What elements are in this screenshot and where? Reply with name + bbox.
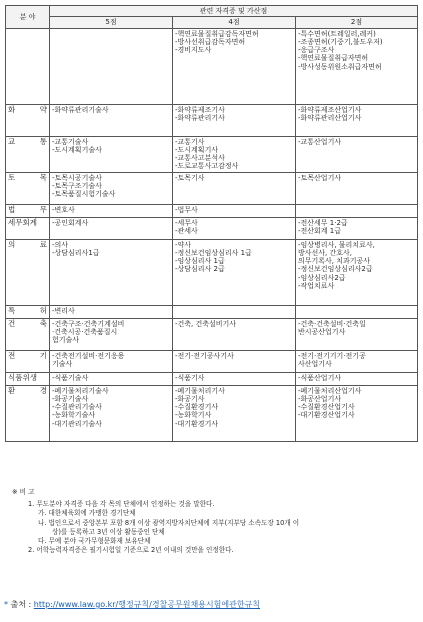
cert-cell-c5 [50, 172, 173, 204]
cert-item: -대기관리기술사 [52, 419, 102, 428]
cert-cell-c2 [296, 104, 418, 136]
cert-cell-c4 [173, 350, 296, 372]
cert-cell-c4 [173, 136, 296, 172]
cert-item: -전기·전기기기·전기공 [298, 351, 366, 360]
cert-item: -작업치료사 [298, 281, 335, 290]
cert-item: -도로교통사고감정사 [175, 162, 239, 171]
field-cell: 법 무 [6, 204, 50, 217]
cert-item: -교통기사 [175, 137, 205, 146]
cert-cell-c4 [173, 305, 296, 318]
table-row [6, 204, 418, 217]
cert-item: -화약류관리산업기사 [298, 113, 362, 122]
cert-item: -화약류관리기술사 [52, 105, 109, 114]
cert-cell-c2 [296, 318, 418, 350]
certificate-points-table [5, 5, 418, 442]
cert-cell-c2 [296, 204, 418, 217]
cert-item: -임상심리사 1급 [175, 257, 225, 265]
cert-item: -임상병리사, 물리치료사, [298, 240, 375, 249]
cert-item: -정신보건임상심리사2급 [298, 265, 373, 274]
cert-cell-c4 [173, 385, 296, 441]
cert-item: -도시계획기술사 [52, 145, 102, 154]
cert-item: -상담심리사1급 [52, 248, 100, 257]
cert-item: -약사 [175, 240, 192, 249]
source-label: 출처 : [10, 600, 32, 609]
header-4-points: 4점 [173, 17, 296, 28]
cert-item: -전산세무 1·2급 [298, 218, 348, 227]
note-1-ga: 가. 대한체육회에 가맹한 경기단체 [38, 509, 136, 518]
cert-item: -토목구조기술사 [52, 181, 102, 190]
note-1: 1. 무도분야 자격증 다음 각 목의 단체에서 인정하는 것을 말한다. [28, 500, 215, 509]
cert-item: 반시공산업기사 [298, 327, 346, 336]
field-cell: 식품위생 [6, 372, 50, 385]
field-cell: 교 통 [6, 136, 50, 172]
cert-item: -식품산업기사 [298, 373, 342, 382]
field-cell: 화 약 [6, 104, 50, 136]
field-cell: 세무회계 [6, 217, 50, 239]
cert-cell-c5 [50, 318, 173, 350]
field-cell: 특 허 [6, 305, 50, 318]
cert-cell-c5 [50, 104, 173, 136]
cert-item: -경비지도사 [175, 46, 212, 54]
cert-cell-c2 [296, 28, 418, 104]
cert-cell-c2 [296, 305, 418, 318]
table-row [6, 172, 418, 204]
cert-cell-c2 [296, 239, 418, 305]
cert-item: -공인회계사 [52, 218, 89, 227]
table-row [6, 372, 418, 385]
cert-item: ·건축시공·건축품질시 [52, 327, 118, 336]
header-row-2 [6, 17, 418, 28]
table-row [6, 136, 418, 172]
source-star: * [4, 600, 8, 609]
cert-cell-c5 [50, 372, 173, 385]
cert-item: -정신보건임상심리사 1급 [175, 248, 252, 257]
cert-item: -변호사 [52, 205, 75, 214]
cert-item: 방사선사, 간호사, [298, 248, 353, 257]
cert-cell-c2 [296, 350, 418, 372]
cert-item: 험기술사 [52, 336, 80, 344]
cert-item: -교통사고분석사 [175, 154, 225, 162]
cert-item: -식품기사 [175, 373, 205, 382]
cert-cell-c4 [173, 372, 296, 385]
cert-item: -화약류제조산업기사 [298, 105, 362, 114]
cert-item: -화약류관리기사 [175, 113, 225, 122]
cert-item: -토목품질시험기술사 [52, 190, 116, 198]
cert-item: -토목기사 [175, 173, 205, 182]
cert-cell-c5 [50, 305, 173, 318]
header-group: 관련 자격증 및 가산점 [50, 6, 418, 17]
field-cell [6, 28, 50, 104]
cert-cell-c4 [173, 318, 296, 350]
cert-item: -수질환경기사 [175, 403, 219, 411]
cert-item: -수질관리기술사 [52, 403, 102, 411]
cert-item: -변리사 [52, 306, 75, 315]
note-1-na-line2: 상)를 등록하고 3년 이상 활동중인 단체 [52, 527, 165, 536]
cert-item: -방사성동위원소취급자면허 [298, 62, 382, 71]
cert-cell-c2 [296, 136, 418, 172]
cert-item: -조종면허(기중기,불도우저) [298, 37, 383, 46]
cert-cell-c4 [173, 28, 296, 104]
cert-item: -법무사 [175, 205, 198, 214]
cert-item: -건축구조·건축기계설비 [52, 319, 125, 328]
cert-item: -화공기술사 [52, 394, 89, 403]
header-row-1 [6, 6, 418, 17]
cert-cell-c5 [50, 204, 173, 217]
cert-item: -농화학기술사 [52, 411, 96, 420]
cert-item: -도시계획기사 [175, 145, 219, 154]
field-cell: 의 료 [6, 239, 50, 305]
cert-item: -건축·건축설비·건축일 [298, 319, 366, 328]
field-cell: 환 경 [6, 385, 50, 441]
cert-cell-c4 [173, 104, 296, 136]
cert-item: -핵연료물질취급감독자면허 [175, 29, 259, 38]
table-row [6, 350, 418, 372]
table-row [6, 318, 418, 350]
header-5-points: 5점 [50, 17, 173, 28]
header-2-points: 2점 [296, 17, 418, 28]
cert-item: -핵연료물질취급자면허 [298, 54, 369, 63]
cert-item: 의무기록사, 치과기공사 [298, 257, 371, 265]
cert-cell-c2 [296, 372, 418, 385]
cert-item: -토목시공기술사 [52, 173, 102, 182]
cert-item: -토목산업기사 [298, 173, 342, 182]
cert-item: -임상심리사2급 [298, 273, 346, 282]
table-row [6, 239, 418, 305]
cert-cell-c5 [50, 217, 173, 239]
cert-cell-c5 [50, 136, 173, 172]
cert-item: -대기환경기사 [175, 419, 219, 428]
source-link[interactable]: http://www.law.go.kr/행정규칙/경찰공무원채용시험에관한규칙 [33, 600, 261, 609]
cert-item: -방사선취급감독자면허 [175, 37, 246, 46]
cert-item: -화공산업기사 [298, 394, 342, 403]
cert-item: -폐기물처리기술사 [52, 386, 109, 395]
notes-title: ※ 비 고 [12, 488, 35, 496]
cert-item: -폐기물처리산업기사 [298, 386, 362, 395]
cert-item: 사산업기사 [298, 359, 332, 368]
cert-item: -화공기사 [175, 394, 205, 403]
cert-cell-c2 [296, 385, 418, 441]
cert-cell-c2 [296, 172, 418, 204]
cert-item: -상담심리사 2급 [175, 265, 225, 274]
cert-cell-c2 [296, 217, 418, 239]
cert-item: -특수면허(트레일러,레커) [298, 29, 376, 38]
cert-cell-c4 [173, 172, 296, 204]
cert-item: -건축전기설비·전기응용 [52, 351, 125, 360]
field-cell: 토 목 [6, 172, 50, 204]
cert-item: -응급구조사 [298, 46, 335, 54]
cert-item: -교통산업기사 [298, 137, 342, 146]
cert-cell-c5 [50, 385, 173, 441]
table-row [6, 385, 418, 441]
table-row [6, 104, 418, 136]
field-cell: 전 기 [6, 350, 50, 372]
table-row [6, 28, 418, 104]
cert-cell-c4 [173, 204, 296, 217]
cert-item: -수질환경산업기사 [298, 403, 355, 411]
cert-item: -건축, 건축설비기사 [175, 319, 237, 328]
cert-cell-c5 [50, 239, 173, 305]
note-1-na-line1: 나. 법인으로서 중앙본부 포함 8개 이상 광역지방자치단체에 지부(지부당 소속도장 10개 이 [38, 518, 300, 527]
cert-cell-c5 [50, 350, 173, 372]
cert-item: -교통기술사 [52, 137, 89, 146]
cert-item: -전산회계 1급 [298, 226, 342, 235]
note-1-da: 다. 무예 분야 국가무형문화재 보유단체 [38, 537, 151, 546]
cert-cell-c5 [50, 28, 173, 104]
source-line [4, 599, 260, 610]
cert-item: -전기·전기공사기사 [175, 351, 234, 360]
cert-item: -관세사 [175, 226, 198, 235]
cert-item: 기술사 [52, 359, 73, 368]
cert-item: -폐기물처리기사 [175, 386, 225, 395]
cert-item: -농화학기사 [175, 411, 212, 420]
cert-item: -세무사 [175, 218, 198, 227]
notes-section [12, 488, 418, 556]
table-row [6, 305, 418, 318]
cert-cell-c4 [173, 239, 296, 305]
table-row [6, 217, 418, 239]
cert-item: -식품기술사 [52, 373, 89, 382]
note-2: 2. 어학능력자격증은 필기시험일 기준으로 2년 이내의 것만을 인정한다. [28, 546, 234, 555]
field-cell: 건 축 [6, 318, 50, 350]
cert-item: -의사 [52, 240, 69, 249]
cert-cell-c4 [173, 217, 296, 239]
cert-item: -대기환경산업기사 [298, 411, 355, 420]
header-field: 분 야 [6, 6, 50, 29]
cert-item: -화약류제조기사 [175, 105, 225, 114]
